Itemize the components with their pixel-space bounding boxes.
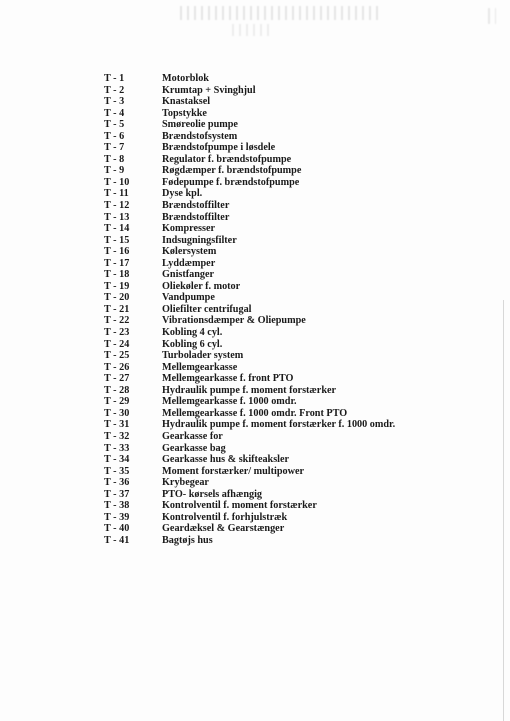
section-code: T - 8 [104,153,125,165]
section-code: T - 29 [104,396,130,408]
section-code: T - 4 [104,107,125,119]
section-label: PTO- kørsels afhængig [162,488,262,500]
index-row [104,292,395,304]
section-code: T - 11 [104,188,129,200]
section-code: T - 38 [104,500,130,512]
index-row [104,281,395,293]
section-label: Smøreolie pumpe [162,119,238,131]
index-row [104,523,395,535]
index-row [104,466,395,478]
scan-artifact [180,6,380,20]
section-code: T - 7 [104,142,125,154]
section-label: Gearkasse bag [162,442,226,454]
index-row [104,304,395,316]
section-label: Lyddæmper [162,257,216,269]
section-label: Vandpumpe [162,292,215,304]
section-label: Motorblok [162,73,209,84]
section-label: Mellemgearkasse f. front PTO [162,373,294,385]
index-row [104,108,395,120]
scan-artifact [488,8,496,24]
section-label: Brændstoffilter [162,200,230,212]
index-row [104,535,395,547]
scan-artifact [232,24,272,36]
section-code: T - 33 [104,442,130,454]
section-label: Kontrolventil f. forhjulstræk [162,511,288,523]
section-label: Brændstofpumpe i løsdele [162,142,276,154]
index-row [104,73,395,85]
index-row [104,258,395,270]
index-row [104,408,395,420]
index-row [104,385,395,397]
index-row [104,177,395,189]
section-code: T - 24 [104,338,130,350]
section-label: Kobling 4 cyl. [162,327,223,339]
section-code: T - 23 [104,327,130,339]
section-label: Kølersystem [162,246,217,258]
section-code: T - 40 [104,523,130,535]
section-label: Krybegear [162,477,209,489]
index-row [104,246,395,258]
section-label: Knastaksel [162,96,211,108]
section-label: Røgdæmper f. brændstofpumpe [162,165,302,177]
section-code: T - 32 [104,430,130,442]
section-label: Mellemgearkasse f. 1000 omdr. [162,396,297,408]
index-row [104,431,395,443]
section-label: Kontrolventil f. moment forstærker [162,500,317,512]
index-row [104,154,395,166]
index-row [104,419,395,431]
section-code: T - 26 [104,361,130,373]
section-code: T - 1 [104,73,125,84]
index-row [104,212,395,224]
section-code: T - 28 [104,384,130,396]
index-row [104,339,395,351]
section-code: T - 16 [104,246,130,258]
section-label: Moment forstærker/ multipower [162,465,305,477]
section-label: Topstykke [162,107,207,119]
section-code: T - 10 [104,176,130,188]
section-code: T - 37 [104,488,130,500]
index-row [104,350,395,362]
index-row [104,142,395,154]
index-row [104,373,395,385]
section-code: T - 17 [104,257,130,269]
section-label: Dyse kpl. [162,188,203,200]
section-code: T - 34 [104,454,130,466]
section-label: Brændstoffilter [162,211,230,223]
index-row [104,477,395,489]
index-row [104,200,395,212]
section-code: T - 22 [104,315,130,327]
parts-index-list [104,73,395,546]
section-code: T - 27 [104,373,130,385]
section-code: T - 35 [104,465,130,477]
section-label: Krumtap + Svinghjul [162,84,256,96]
section-code: T - 5 [104,119,125,131]
section-label: Bagtøjs hus [162,534,213,546]
index-row [104,327,395,339]
section-label: Hydraulik pumpe f. moment forstærker [162,384,337,396]
section-label: Fødepumpe f. brændstofpumpe [162,176,300,188]
page-edge-line [503,300,504,721]
section-code: T - 9 [104,165,125,177]
section-code: T - 20 [104,292,130,304]
section-label: Gnistfanger [162,269,215,281]
section-code: T - 25 [104,350,130,362]
section-code: T - 3 [104,96,125,108]
section-label: Mellemgearkasse f. 1000 omdr. Front PTO [162,407,348,419]
section-label: Hydraulik pumpe f. moment forstærker f. 1000 omdr. [162,419,396,431]
section-label: Geardæksel & Gearstænger [162,523,285,535]
section-label: Mellemgearkasse [162,361,238,373]
section-label: Regulator f. brændstofpumpe [162,153,292,165]
section-code: T - 30 [104,407,130,419]
section-code: T - 36 [104,477,130,489]
section-label: Indsugningsfilter [162,234,237,246]
index-row [104,396,395,408]
index-row [104,362,395,374]
section-label: Brændstofsystem [162,130,238,142]
section-label: Oliefilter centrifugal [162,303,252,315]
section-label: Turbolader system [162,350,244,362]
section-code: T - 15 [104,234,130,246]
section-code: T - 13 [104,211,130,223]
index-row [104,96,395,108]
section-label: Kobling 6 cyl. [162,338,223,350]
index-row [104,235,395,247]
index-row [104,489,395,501]
index-row [104,131,395,143]
section-code: T - 39 [104,511,130,523]
index-row [104,119,395,131]
index-row [104,269,395,281]
section-code: T - 31 [104,419,130,431]
index-row [104,500,395,512]
index-row [104,85,395,97]
index-row [104,315,395,327]
section-code: T - 41 [104,534,130,546]
index-row [104,223,395,235]
section-code: T - 18 [104,269,130,281]
section-label: Gearkasse for [162,430,223,442]
index-row [104,188,395,200]
section-code: T - 21 [104,303,130,315]
index-row [104,454,395,466]
section-code: T - 19 [104,280,130,292]
index-row [104,165,395,177]
section-code: T - 6 [104,130,125,142]
section-label: Kompresser [162,223,216,235]
section-label: Gearkasse hus & skifteaksler [162,454,290,466]
index-row [104,443,395,455]
index-row [104,512,395,524]
section-code: T - 2 [104,84,125,96]
section-label: Vibrationsdæmper & Oliepumpe [162,315,306,327]
section-code: T - 14 [104,223,130,235]
section-code: T - 12 [104,200,130,212]
section-label: Oliekøler f. motor [162,280,241,292]
